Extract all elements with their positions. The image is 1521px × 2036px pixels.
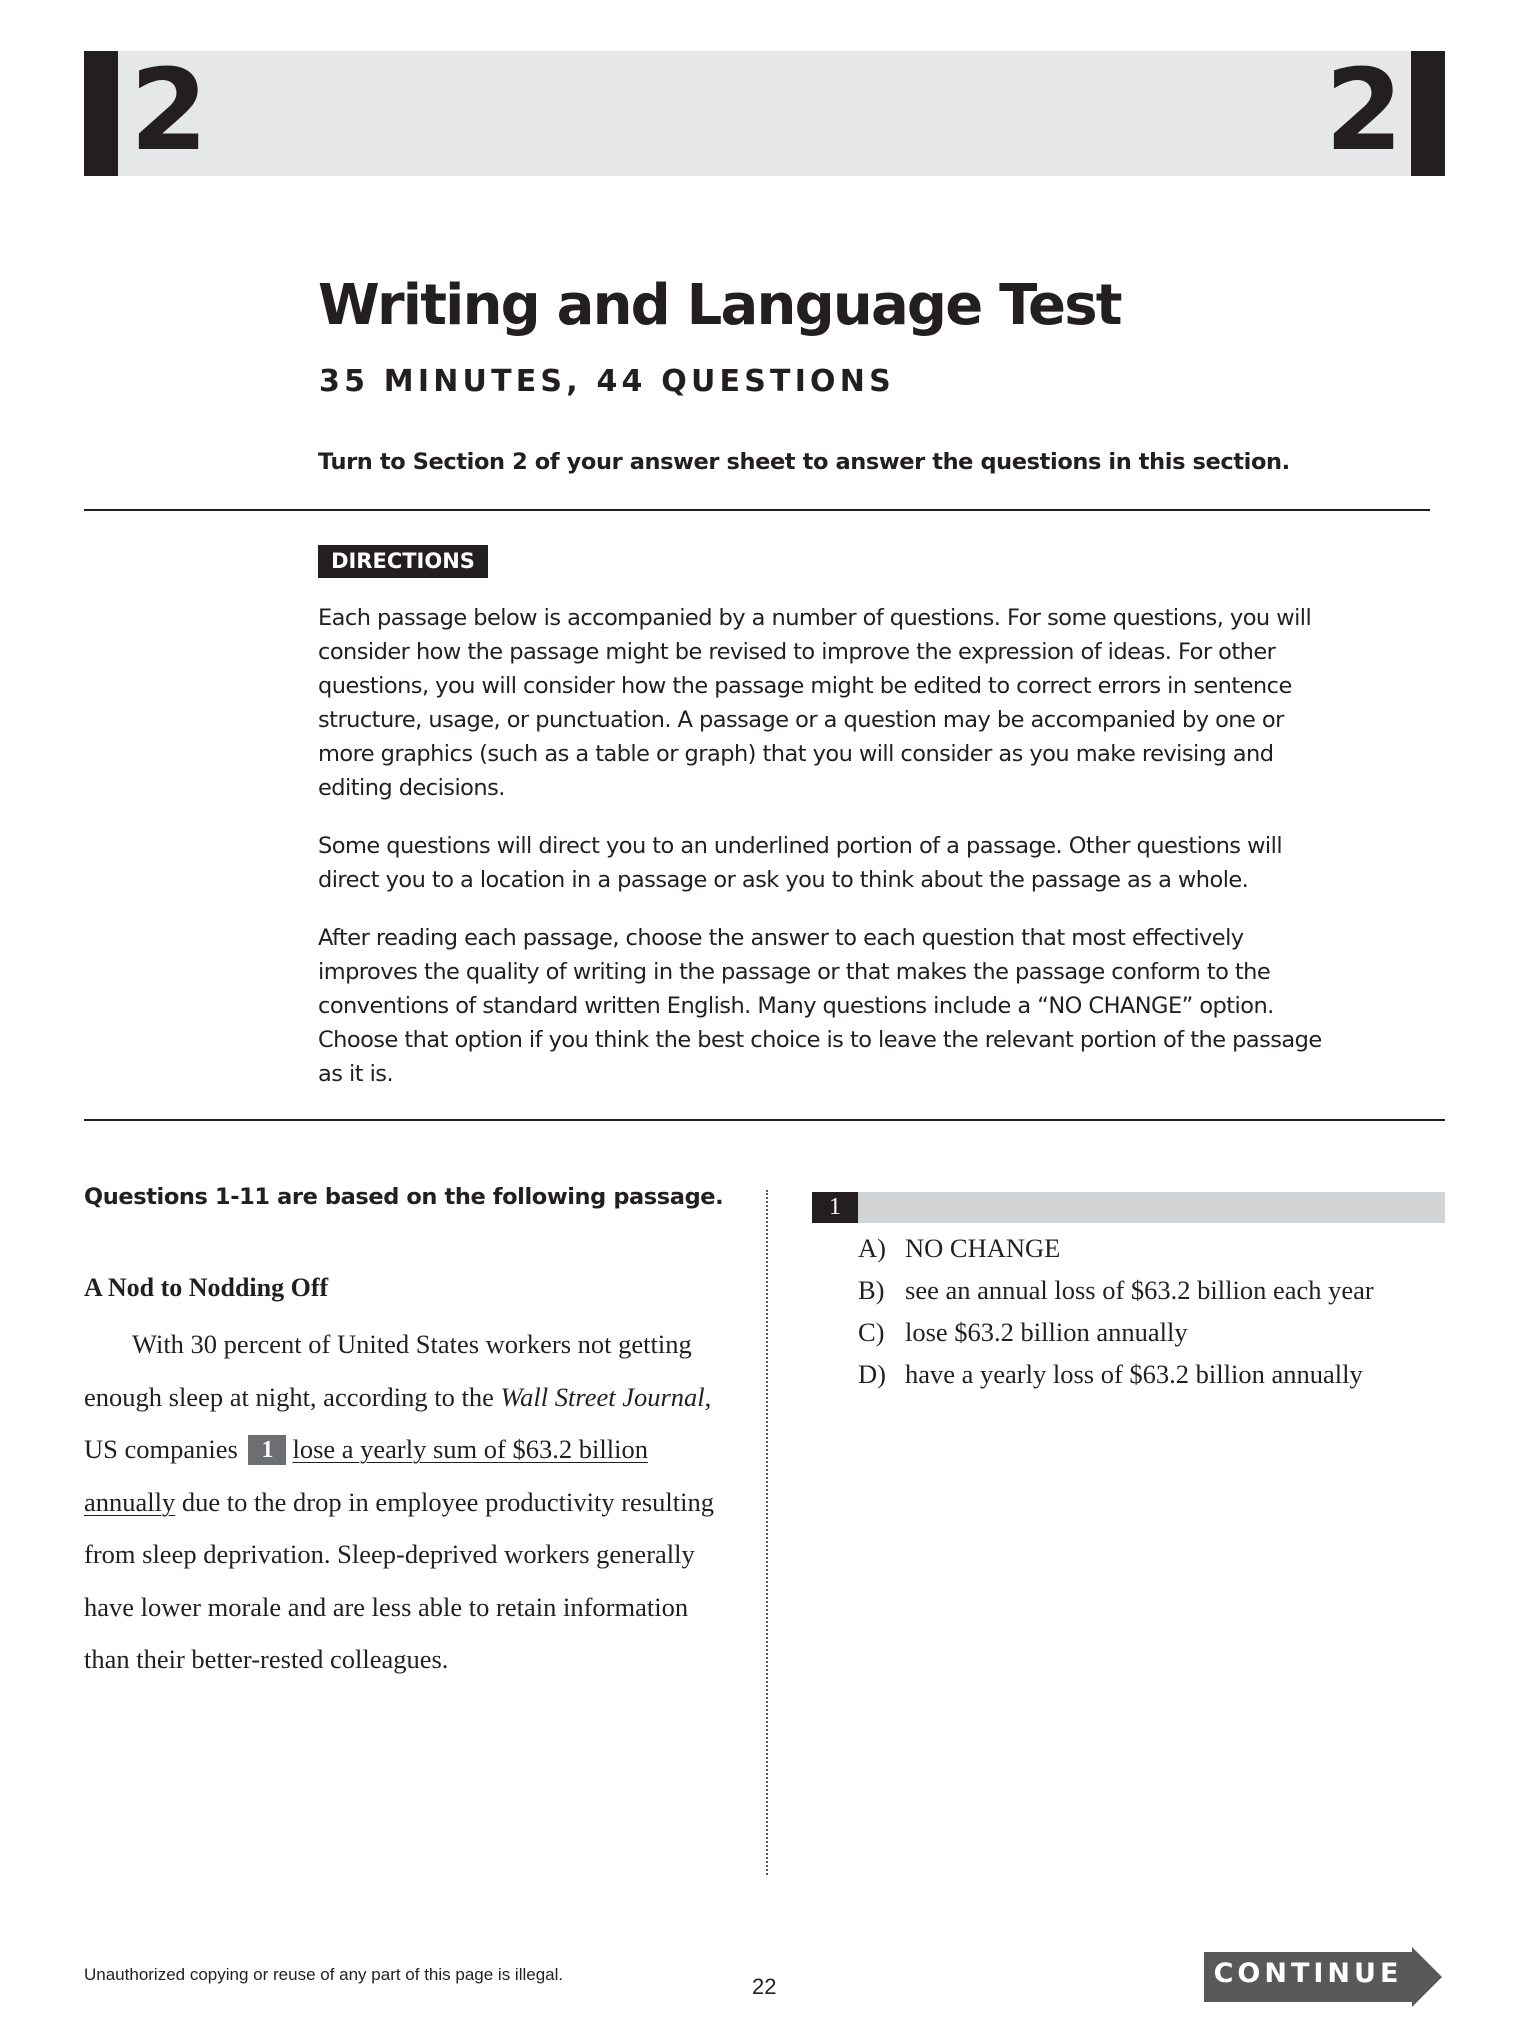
- question-header-band: [812, 1192, 1445, 1223]
- answer-sheet-instruction: Turn to Section 2 of your answer sheet to answer the questions in this section.: [318, 449, 1290, 475]
- test-title: Writing and Language Test: [318, 273, 1121, 338]
- section-header-band: [84, 51, 1445, 176]
- choice-text: NO CHANGE: [905, 1233, 1061, 1263]
- answer-choice-a[interactable]: [858, 1227, 1374, 1269]
- section-header-bar-right: [1411, 51, 1445, 176]
- directions-label: DIRECTIONS: [318, 545, 488, 578]
- passage-intro: Questions 1-11 are based on the following passage.: [84, 1184, 724, 1210]
- choice-letter: A): [858, 1233, 886, 1263]
- directions-paragraph-2: Some questions will direct you to an underlined portion of a passage. Other questions will direct you to a location in a passage or ask you to think about the passage as a whole.: [318, 833, 1283, 893]
- passage-body: [84, 1318, 724, 1686]
- answer-choice-b[interactable]: [858, 1269, 1374, 1311]
- continue-button[interactable]: CONTINUE: [1213, 1958, 1403, 1989]
- choice-letter: C): [858, 1317, 885, 1347]
- passage-text: , US companies: [84, 1381, 712, 1464]
- passage-text: due to the drop in employee productivity resulting from sleep deprivation. Sleep-deprived workers generally have lower morale and are less able to retain information than their better-rested colleagues.: [84, 1486, 714, 1674]
- underlined-portion-1[interactable]: lose a yearly sum of $63.2 billion annually: [84, 1434, 648, 1517]
- answer-choice-d[interactable]: [858, 1353, 1374, 1395]
- question-number: 1: [812, 1192, 858, 1223]
- passage-source-italic: Wall Street Journal: [500, 1381, 705, 1412]
- choice-text: see an annual loss of $63.2 billion each year: [905, 1275, 1374, 1305]
- answer-choice-c[interactable]: [858, 1311, 1374, 1353]
- passage-text: With 30 percent of United States workers not getting enough sleep at night, according to the: [84, 1329, 692, 1412]
- copyright-note: Unauthorized copying or reuse of any part of this page is illegal.: [84, 1965, 564, 1984]
- test-subtitle: 35 MINUTES, 44 QUESTIONS: [319, 364, 895, 399]
- choice-letter: B): [858, 1275, 885, 1305]
- section-number-left: 2: [130, 46, 206, 176]
- section-number-right: 2: [1325, 46, 1401, 176]
- choice-letter: D): [858, 1359, 886, 1389]
- answer-choices: [858, 1227, 1374, 1395]
- page-number: 22: [752, 1974, 777, 1999]
- divider-top: [84, 509, 1430, 511]
- column-divider: [766, 1190, 768, 1875]
- choice-text: have a yearly loss of $63.2 billion annually: [905, 1359, 1363, 1389]
- passage-title: A Nod to Nodding Off: [84, 1273, 329, 1302]
- directions-paragraph-1: Each passage below is accompanied by a number of questions. For some questions, you will consider how the passage might be revised to improve the expression of ideas. For other questions, you will consider how the passage might be edited to correct errors in sentence structure, usage, or punctuation. A passage or a question may be accompanied by one or more graphics (such as a table or graph) that you will consider as you make revising and editing decisions.: [318, 605, 1312, 801]
- directions-paragraph-3: After reading each passage, choose the answer to each question that most effectively improves the quality of writing in the passage or that makes the passage conform to the conventions of standard written English. Many questions include a “NO CHANGE” option. Choose that option if you think the best choice is to leave the relevant portion of the passage as it is.: [318, 925, 1322, 1087]
- choice-text: lose $63.2 billion annually: [905, 1317, 1188, 1347]
- question-marker-1[interactable]: 1: [248, 1435, 286, 1465]
- section-header-bar-left: [84, 51, 118, 176]
- divider-bottom: [84, 1119, 1445, 1121]
